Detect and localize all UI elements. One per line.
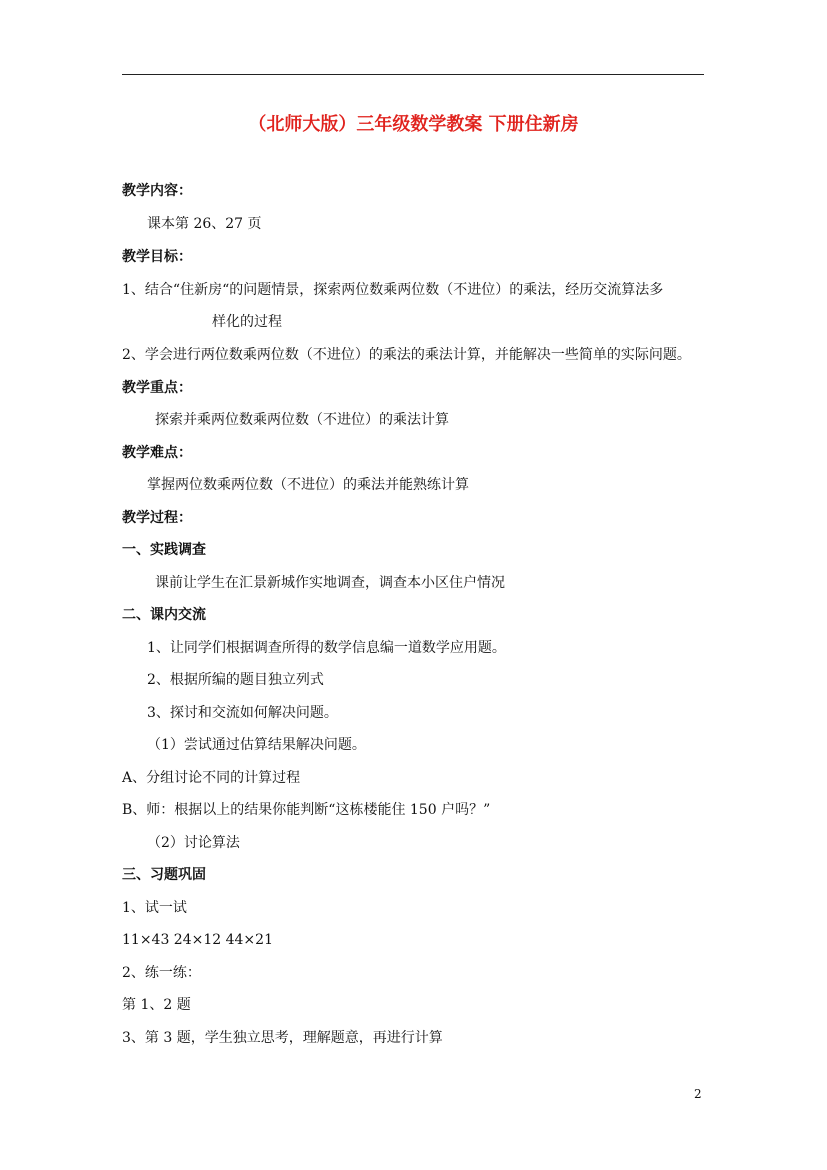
body-line: 2、练一练： bbox=[122, 965, 201, 981]
section-heading-objectives: 教学目标： bbox=[122, 249, 192, 265]
body-line: 样化的过程 bbox=[212, 314, 282, 330]
subsection-heading: 三、习题巩固 bbox=[122, 867, 206, 883]
subsection-heading: 二、课内交流 bbox=[122, 607, 206, 623]
body-line: 课前让学生在汇景新城作实地调查，调查本小区住户情况 bbox=[155, 575, 505, 591]
body-line: 3、第 3 题，学生独立思考，理解题意，再进行计算 bbox=[122, 1030, 443, 1046]
section-heading-difficulties: 教学难点： bbox=[122, 445, 192, 461]
body-line: 1、让同学们根据调查所得的数学信息编一道数学应用题。 bbox=[147, 640, 506, 656]
body-line: （1）尝试通过估算结果解决问题。 bbox=[147, 737, 366, 753]
document-title: （北师大版）三年级数学教案 下册住新房 bbox=[248, 114, 579, 135]
section-heading-process: 教学过程： bbox=[122, 510, 192, 526]
body-line: 1、结合“住新房“的问题情景，探索两位数乘两位数（不进位）的乘法，经历交流算法多 bbox=[122, 282, 664, 298]
body-line: 1、试一试 bbox=[122, 900, 187, 916]
body-line: 2、学会进行两位数乘两位数（不进位）的乘法的乘法计算，并能解决一些简单的实际问题。 bbox=[122, 347, 691, 363]
body-line: 第 1、2 题 bbox=[122, 997, 191, 1013]
body-line: 课本第 26、27 页 bbox=[147, 216, 262, 232]
body-line: 掌握两位数乘两位数（不进位）的乘法并能熟练计算 bbox=[147, 477, 469, 493]
body-line: 11×43 24×12 44×21 bbox=[122, 932, 273, 948]
body-line: 3、探讨和交流如何解决问题。 bbox=[147, 705, 338, 721]
page-number: 2 bbox=[694, 1087, 702, 1101]
body-line: A、分组讨论不同的计算过程 bbox=[122, 770, 301, 786]
header-rule bbox=[122, 74, 704, 75]
section-heading-content: 教学内容： bbox=[122, 183, 192, 199]
body-line: 探索并乘两位数乘两位数（不进位）的乘法计算 bbox=[155, 412, 449, 428]
body-line: B、师：根据以上的结果你能判断“这栋楼能住 150 户吗？” bbox=[122, 802, 491, 818]
body-line: 2、根据所编的题目独立列式 bbox=[147, 672, 324, 688]
body-line: （2）讨论算法 bbox=[147, 835, 240, 851]
subsection-heading: 一、实践调查 bbox=[122, 542, 206, 558]
section-heading-key-points: 教学重点： bbox=[122, 380, 192, 396]
